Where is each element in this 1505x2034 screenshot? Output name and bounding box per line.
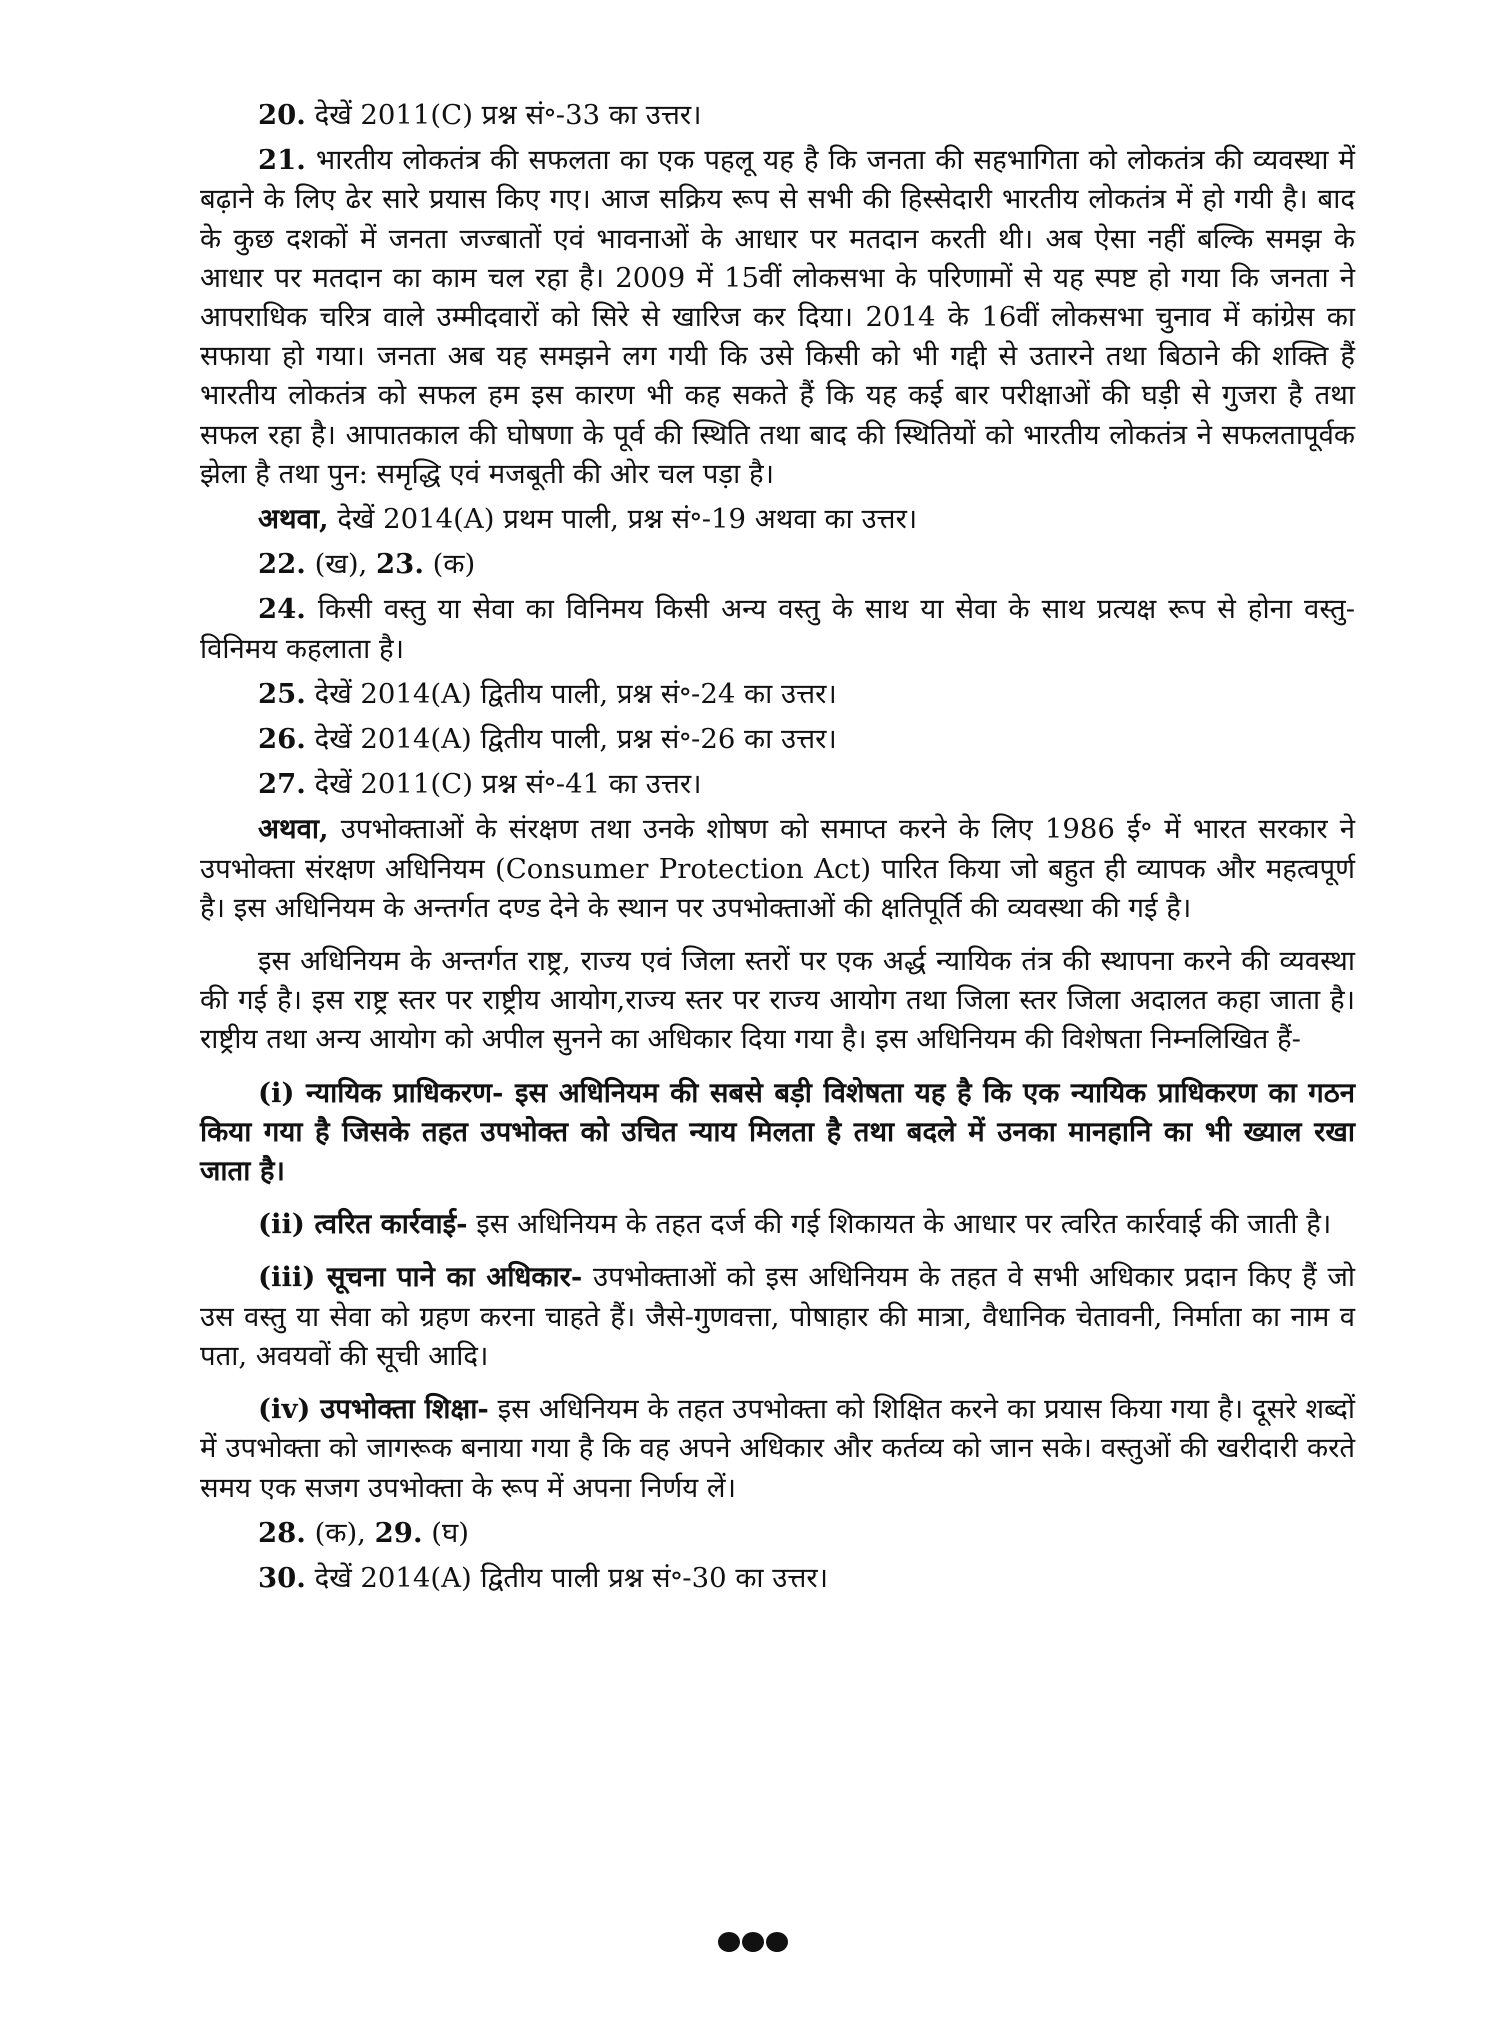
alternate-label: अथवा, — [258, 813, 329, 846]
feature-1 — [200, 1074, 1355, 1192]
answer-text: देखें 2011(C) प्रश्न सं॰-33 का उत्तर। — [314, 99, 702, 131]
answer-number: 26. — [258, 723, 306, 756]
feature-term: (iii) सूचना पाने का अधिकार- — [258, 1261, 583, 1294]
feature-text: उपभोक्ताओं को इस अधिनियम के तहत वे सभी अधिकार प्रदान किए हैं जो उस वस्तु या सेवा को ग्रहण करना चाहते हैं। जैसे-गुणवत्ता, पोषाहार की मात्रा, वैधानिक चेतावनी, निर्माता का नाम व पता, अवयवों की सूची आदि। — [200, 1261, 1355, 1372]
answer-text: देखें 2014(A) प्रथम पाली, प्रश्न सं॰-19 अथवा का उत्तर। — [337, 503, 918, 536]
dot — [766, 1932, 788, 1952]
feature-2 — [200, 1205, 1355, 1244]
answer-27 — [200, 765, 1355, 804]
answer-22-23 — [200, 545, 1355, 584]
answer-number: 29. — [374, 1516, 423, 1549]
answer-text: देखें 2014(A) द्वितीय पाली प्रश्न सं॰-30 का उत्तर। — [314, 1561, 829, 1594]
answer-26 — [200, 720, 1355, 759]
answer-number: 22. — [258, 548, 306, 581]
dot — [718, 1932, 740, 1952]
answer-21 — [200, 141, 1355, 494]
answer-number: 30. — [258, 1561, 306, 1594]
answer-option: (क) — [432, 548, 476, 581]
feature-4 — [200, 1390, 1355, 1508]
feature-text: इस अधिनियम की सबसे बड़ी विशेषता यह है कि एक न्यायिक प्राधिकरण का गठन किया गया है जिसके तहत उपभोक्त को उचित न्याय मिलता है तथा बदले में उनका मानहानि का भी ख्याल रखा जाता है। — [200, 1076, 1356, 1188]
answer-24 — [200, 590, 1355, 668]
answer-text: भारतीय लोकतंत्र की सफलता का एक पहलू यह है कि जनता की सहभागिता को लोकतंत्र की व्यवस्था में बढ़ाने के लिए ढेर सारे प्रयास किए गए। आज सक्रिय रूप से सभी की हिस्सेदारी भारतीय लोकतंत्र में हो गयी है। बाद के कुछ दशकों में जनता जज्बातों एवं भावनाओं के आधार पर मतदान करती थी। अब ऐसा नहीं बल्कि समझ के आधार पर मतदान का काम चल रहा है। 2009 में 15वीं लोकसभा के परिणामों से यह स्पष्ट हो गया कि जनता ने आपराधिक चरित्र वाले उम्मीदवारों को सिरे से खारिज कर दिया। 2014 के 16वीं लोकसभा चुनाव में कांग्रेस का सफाया हो गया। जनता अब यह समझने लग गयी कि उसे किसी को भी गद्दी से उतारने तथा बिठाने की शक्ति हैं भारतीय लोकतंत्र को सफल हम इस कारण भी कह सकते हैं कि यह कई बार परीक्षाओं की घड़ी से गुजरा है तथा सफल रहा है। आपातकाल की घोषणा के पूर्व की स्थिति तथा बाद की स्थितियों को भारतीय लोकतंत्र ने सफलतापूर्वक झेला है तथा पुन: समृद्धि एवं मजबूती की ओर चल पड़ा है। — [200, 144, 1355, 490]
dot — [742, 1932, 764, 1952]
feature-term: (i) न्यायिक प्राधिकरण- — [258, 1076, 504, 1109]
answer-text: किसी वस्तु या सेवा का विनिमय किसी अन्य वस्तु के साथ या सेवा के साथ प्रत्यक्ष रूप से होना वस्तु-विनिमय कहलाता है। — [200, 593, 1355, 665]
feature-3 — [200, 1258, 1355, 1376]
answer-number: 21. — [258, 144, 306, 177]
answer-20 — [200, 96, 1355, 135]
answer-option: (ख), — [314, 548, 368, 581]
answer-option: (घ) — [431, 1516, 469, 1549]
answer-27-alternate — [200, 810, 1355, 928]
feature-term: (ii) त्वरित कार्रवाई- — [258, 1208, 468, 1241]
answer-30 — [200, 1559, 1355, 1598]
answer-number: 27. — [258, 768, 306, 801]
answer-text: देखें 2011(C) प्रश्न सं॰-41 का उत्तर। — [314, 768, 702, 801]
answer-27-paragraph-2: इस अधिनियम के अन्तर्गत राष्ट्र, राज्य एवं जिला स्तरों पर एक अर्द्ध न्यायिक तंत्र की स्थापना करने की व्यवस्था की गई है। इस राष्ट्र स्तर पर राष्ट्रीय आयोग,राज्य स्तर पर राज्य आयोग तथा जिला स्तर जिला अदालत कहा जाता है। राष्ट्रीय तथा अन्य आयोग को अपील सुनने का अधिकार दिया गया है। इस अधिनियम की विशेषता निम्नलिखित हैं- — [200, 945, 1355, 1056]
answer-text: उपभोक्ताओं के संरक्षण तथा उनके शोषण को समाप्त करने के लिए 1986 ई॰ में भारत सरकार ने उपभोक्ता संरक्षण अधिनियम (Consumer Protection Act) पारित किया जो बहुत ही व्यापक और महत्वपूर्ण है। इस अधिनियम के अन्तर्गत दण्ड देने के स्थान पर उपभोक्ताओं की क्षतिपूर्ति की व्यवस्था की गई है। — [200, 813, 1355, 924]
page-end-ornament — [0, 1932, 1505, 1956]
answer-number: 28. — [258, 1516, 306, 1549]
feature-text: इस अधिनियम के तहत उपभोक्ता को शिक्षित करने का प्रयास किया गया है। दूसरे शब्दों में उपभोक्ता को जागरूक बनाया गया है कि वह अपने अधिकार और कर्तव्य को जान सके। वस्तुओं की खरीदारी करते समय एक सजग उपभोक्ता के रूप में अपना निर्णय लें। — [200, 1393, 1356, 1504]
three-dots-icon — [718, 1932, 788, 1952]
answer-number: 23. — [376, 548, 424, 581]
feature-text: इस अधिनियम के तहत दर्ज की गई शिकायत के आधार पर त्वरित कार्रवाई की जाती है। — [476, 1208, 1332, 1241]
answer-number: 25. — [258, 677, 306, 710]
alternate-label: अथवा, — [258, 503, 329, 536]
answer-21-alternate — [200, 500, 1355, 539]
answer-25 — [200, 675, 1355, 714]
answer-option: (क), — [314, 1516, 366, 1549]
answer-number: 20. — [258, 99, 306, 131]
answer-number: 24. — [258, 593, 306, 626]
answer-text: देखें 2014(A) द्वितीय पाली, प्रश्न सं॰-26 का उत्तर। — [314, 723, 837, 756]
feature-term: (iv) उपभोक्ता शिक्षा- — [258, 1393, 489, 1426]
answer-28-29 — [200, 1514, 1355, 1553]
answer-text: देखें 2014(A) द्वितीय पाली, प्रश्न सं॰-24 का उत्तर। — [314, 677, 837, 710]
